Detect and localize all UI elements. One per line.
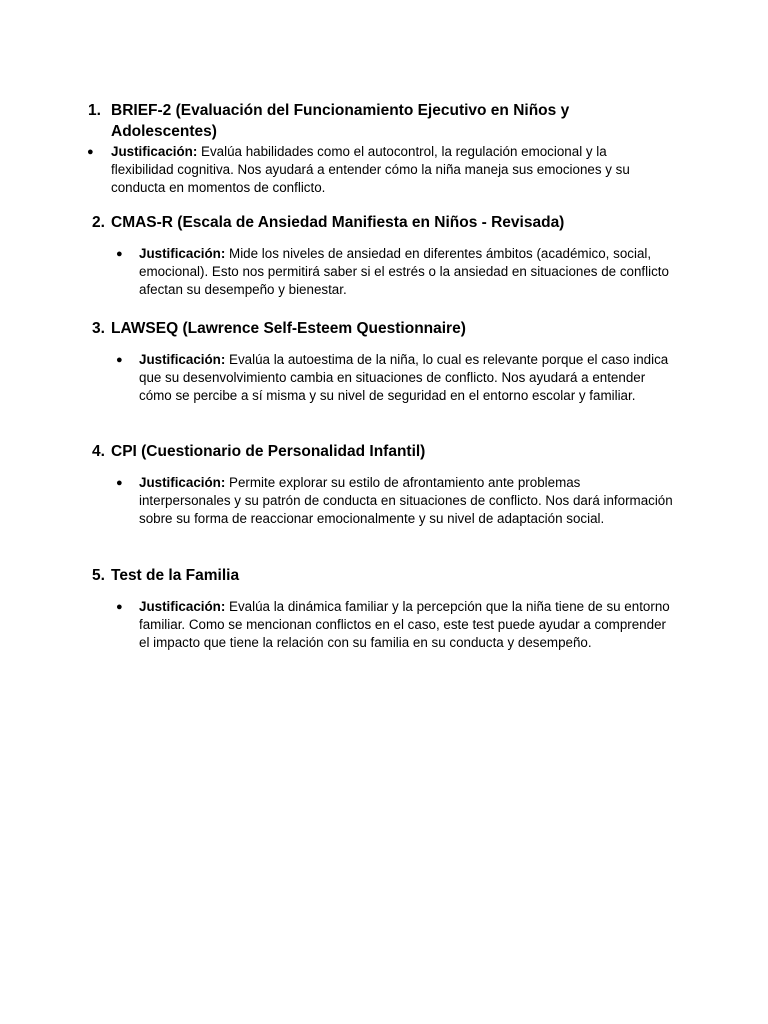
item-heading <box>0 441 768 462</box>
justification-label: Justificación: <box>139 352 226 367</box>
item-number: 3. <box>92 320 105 337</box>
bullet-icon: ● <box>116 601 123 613</box>
justification-bullet <box>0 598 768 652</box>
item-number: 4. <box>92 443 105 460</box>
bullet-icon: ● <box>116 248 123 260</box>
justification-text: Mide los niveles de ansiedad en diferentes ámbitos (académico, social, emocional). Esto nos permitirá saber si el estrés o la ansiedad en situaciones de conflicto afectan su desempeño y bienestar. <box>139 246 669 297</box>
item-heading <box>0 565 768 586</box>
bullet-icon: ● <box>116 354 123 366</box>
list-item-test-familia <box>0 565 768 652</box>
justification-bullet <box>0 474 768 528</box>
justification-text: Evalúa la dinámica familiar y la percepción que la niña tiene de su entorno familiar. Como se mencionan conflictos en el caso, este test puede ayudar a comprender el impacto que tiene la relación con su familia en su conducta y desempeño. <box>139 599 670 650</box>
justification-label: Justificación: <box>139 475 226 490</box>
list-item-lawseq <box>0 318 768 405</box>
justification-bullet <box>0 245 768 299</box>
item-heading <box>0 100 768 142</box>
item-heading <box>0 318 768 339</box>
item-title: CMAS-R (Escala de Ansiedad Manifiesta en Niños - Revisada) <box>111 214 565 231</box>
item-number: 5. <box>92 567 105 584</box>
justification-label: Justificación: <box>139 599 226 614</box>
justification-text: Evalúa la autoestima de la niña, lo cual es relevante porque el caso indica que su desenvolvimiento cambia en situaciones de conflicto. Nos ayudará a entender cómo se percibe a sí misma y su nivel de seguridad en el entorno escolar y familiar. <box>139 352 669 403</box>
bullet-icon: ● <box>116 477 123 489</box>
justification-text: Permite explorar su estilo de afrontamiento ante problemas interpersonales y su patrón de conducta en situaciones de conflicto. Nos dará información sobre su forma de reaccionar emocionalmente y su nivel de adaptación social. <box>139 475 673 526</box>
list-item-brief-2 <box>0 100 768 197</box>
item-number: 1. <box>88 102 101 119</box>
justification-text: Evalúa habilidades como el autocontrol, la regulación emocional y la flexibilidad cognitiva. Nos ayudará a entender cómo la niña maneja sus emociones y su conducta en momentos de conflicto. <box>111 144 630 195</box>
item-heading <box>0 212 768 233</box>
item-number: 2. <box>92 214 105 231</box>
list-item-cpi <box>0 441 768 528</box>
justification-bullet <box>0 351 768 405</box>
item-title: CPI (Cuestionario de Personalidad Infantil) <box>111 443 426 460</box>
justification-label: Justificación: <box>111 144 198 159</box>
justification-bullet <box>0 143 768 197</box>
justification-label: Justificación: <box>139 246 226 261</box>
item-title: Test de la Familia <box>111 567 240 584</box>
list-item-cmas-r <box>0 212 768 299</box>
bullet-icon: ● <box>87 146 94 158</box>
item-title: BRIEF-2 (Evaluación del Funcionamiento Ejecutivo en Niños y Adolescentes) <box>111 102 570 140</box>
item-title: LAWSEQ (Lawrence Self-Esteem Questionnaire) <box>111 320 466 337</box>
